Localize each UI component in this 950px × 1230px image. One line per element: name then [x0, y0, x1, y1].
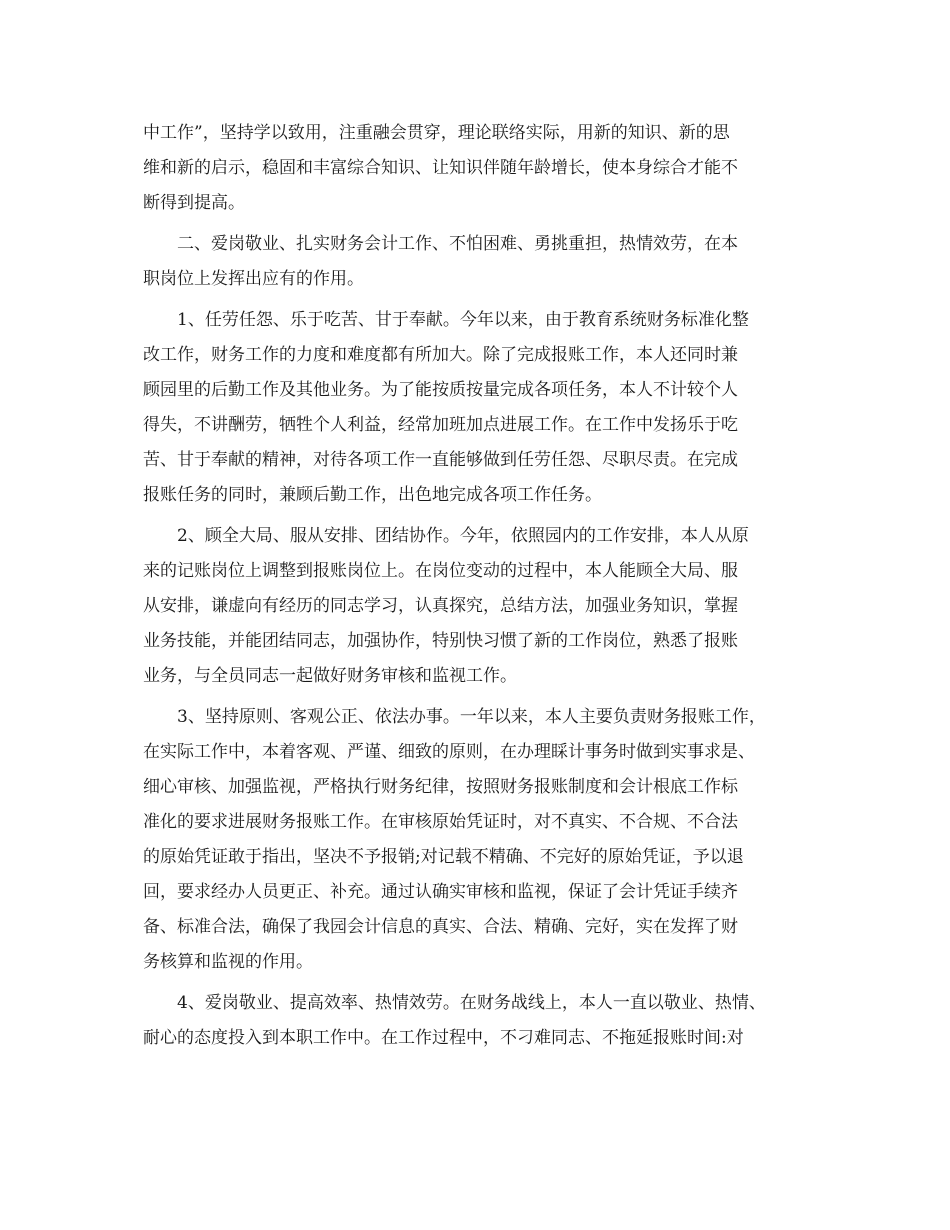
paragraph-3 — [143, 303, 809, 513]
text-line: 细心审核、加强监视，严格执行财务纪律，按照财务报账制度和会计根底工作标 — [143, 777, 738, 797]
paragraph-6 — [143, 986, 809, 1056]
text-line: 耐心的态度投入到本职工作中。在工作过程中，不刁难同志、不拖延报账时间:对 — [143, 1028, 744, 1048]
text-line: 二、爱岗敬业、扎实财务会计工作、不怕困难、勇挑重担，热情效劳，在本 — [177, 234, 738, 254]
text-line: 在实际工作中，本着客观、严谨、细致的原则，在办理睬计事务时做到实事求是、 — [143, 742, 755, 762]
text-line: 职岗位上发挥出应有的作用。 — [143, 269, 364, 289]
text-line: 从安排，谦虚向有经历的同志学习，认真探究，总结方法，加强业务知识，掌握 — [143, 596, 738, 616]
text-line: 4、爱岗敬业、提高效率、热情效劳。在财务战线上，本人一直以敬业、热情、 — [177, 993, 766, 1013]
text-line: 准化的要求进展财务报账工作。在审核原始凭证时，对不真实、不合规、不合法 — [143, 812, 738, 832]
text-line: 1、任劳任怨、乐于吃苦、甘于奉献。今年以来，由于教育系统财务标准化整 — [177, 310, 749, 330]
paragraph-5 — [143, 700, 809, 980]
document-body — [143, 116, 809, 1056]
text-line: 的原始凭证敢于指出，坚决不予报销;对记载不精确、不完好的原始凭证，予以退 — [143, 847, 744, 867]
text-line: 维和新的启示，稳固和丰富综合知识、让知识伴随年龄增长，使本身综合才能不 — [143, 158, 738, 178]
text-line: 回，要求经办人员更正、补充。通过认确实审核和监视，保证了会计凭证手续齐 — [143, 882, 738, 902]
text-line: 2、顾全大局、服从安排、团结协作。今年，依照园内的工作安排，本人从原 — [177, 526, 749, 546]
paragraph-4 — [143, 519, 809, 694]
paragraph-1 — [143, 116, 809, 221]
text-line: 顾园里的后勤工作及其他业务。为了能按质按量完成各项任务，本人不计较个人 — [143, 380, 738, 400]
text-line: 务核算和监视的作用。 — [143, 952, 313, 972]
text-line: 来的记账岗位上调整到报账岗位上。在岗位变动的过程中，本人能顾全大局、服 — [143, 561, 738, 581]
text-line: 中工作”，坚持学以致用，注重融会贯穿，理论联络实际，用新的知识、新的思 — [143, 123, 730, 143]
paragraph-2 — [143, 227, 809, 297]
text-line: 得失，不讲酬劳，牺牲个人利益，经常加班加点进展工作。在工作中发扬乐于吃 — [143, 415, 738, 435]
text-line: 备、标准合法，确保了我园会计信息的真实、合法、精确、完好，实在发挥了财 — [143, 917, 738, 937]
text-line: 3、坚持原则、客观公正、依法办事。一年以来，本人主要负责财务报账工作， — [177, 707, 766, 727]
text-line: 报账任务的同时，兼顾后勤工作，出色地完成各项工作任务。 — [143, 485, 602, 505]
text-line: 苦、甘于奉献的精神，对待各项工作一直能够做到任劳任怨、尽职尽责。在完成 — [143, 450, 738, 470]
text-line: 业务，与全员同志一起做好财务审核和监视工作。 — [143, 666, 517, 686]
text-line: 断得到提高。 — [143, 193, 245, 213]
text-line: 改工作，财务工作的力度和难度都有所加大。除了完成报账工作，本人还同时兼 — [143, 345, 738, 365]
text-line: 业务技能，并能团结同志，加强协作，特别快习惯了新的工作岗位，熟悉了报账 — [143, 631, 738, 651]
